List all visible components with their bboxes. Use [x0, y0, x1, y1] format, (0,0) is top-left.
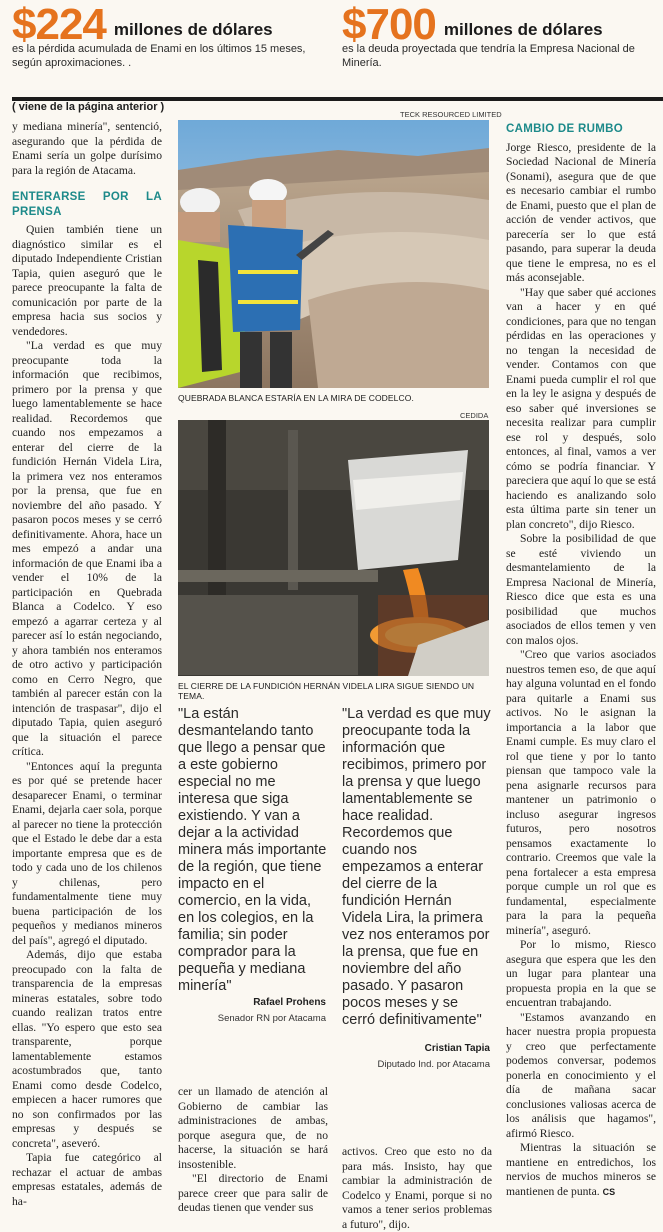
col4-p2: "Hay que saber qué acciones van a hacer y en qué condiciones, para que no tengan pérdidas en las operaciones y no tengan la necesidad de vender. Contamos con que Enami pueda cumplir el rol que en la ley le asigna y después de eso saber qué inversiones se necesita realizar para cumplir ese rol y después, solo entonces, al final, vamos a ver cómo se podría financiar. Y pareciera que aquí lo que se está haciendo es analizando solo esta última parte sin tener un plan concreto", dijo Riesco.	[506, 285, 656, 531]
stat-debt-desc: es la deuda proyectada que tendría la Empresa Nacional de Minería.	[342, 43, 635, 69]
quote-tapia	[342, 706, 492, 1029]
photo-quebrada-blanca	[178, 120, 489, 388]
photo1-credit: TECK RESOURCED LIMITED	[400, 110, 502, 119]
col1-p5: Tapia fue categórico al rechazar el actuar de ambas empresas estatales, además de ha-	[12, 1151, 162, 1208]
col1-p3: "Entonces aquí la pregunta es por qué se pretende hacer desaparecer Enami, o terminar Enami, dejarla caer sola, porque al parecer no tiene la protección que el Estado le debe dar a esta importante empresa que es de todo y cada uno de los chilenos y chilenas, pero fundamentalmente tiene muy buena participación de los pequeños y medianos mineros del país", agregó el diputado.	[12, 759, 162, 947]
stat-loss-desc: es la pérdida acumulada de Enami en los últimos 15 meses, según aproximaciones. .	[12, 43, 306, 69]
col4-p1: Jorge Riesco, presidente de la Sociedad Nacional de Minería (Sonami), asegura que de que es necesario cambiar el rumbo de Enami, puesto que el plan de acción de vender activos, que parecería ser lo que está pasando, para superar la deuda que tiene le empresa, no es el más aconsejable.	[506, 140, 656, 284]
quote-prohens-text: "La están desmantelando tanto que llego a pensar que a este gobierno especial no me interesa que siga existiendo. Y van a dejar a la actividad minera más importante de la región, que tiene impacto en el comercio, en la vida, en los colegios, en la familia; sin poder comprador para la pequeña y mediana minería"	[178, 706, 327, 994]
quote-tapia-name: Cristian Tapia	[424, 1043, 490, 1054]
col4-p4: "Creo que varios asociados nuestros temen eso, de que aquí hay alguna voluntad en el fondo para quitarle a Enami sus activos. No le asignan la importancia a la labor que Enami cumple. Es muy claro el rol que tiene y por lo tanto piensan que tampoco vale la pena asignarle recursos para mantener un patrimonio o incluso asegurar ingresos futuros, pero nosotros pensamos exactamente lo contrario. Creemos que vale la pena fortalecer a esta empresa porque cumple un rol que es fundamental, especialmente para la para la pequeña minería", aseguró.	[506, 648, 656, 937]
end-mark: CS	[602, 1186, 616, 1197]
col4-p7-text: Mientras la situación se mantiene en entredichos, los nervios de muchos mineros se mantienen de punta.	[506, 1141, 656, 1198]
col2-p2: "El directorio de Enami parece creer que para salir de deudas tienen que vender sus	[178, 1172, 328, 1214]
column-2	[178, 1085, 328, 1214]
quote-tapia-role: Diputado Ind. por Atacama	[377, 1059, 490, 1070]
stat-debt-unit: millones de dólares	[443, 20, 603, 39]
photo2-credit: CEDIDA	[460, 411, 489, 420]
col1-subhead: ENTERARSE POR LA PRENSA	[12, 191, 162, 218]
photo2-caption: EL CIERRE DE LA FUNDICIÓN HERNÁN VIDELA LIRA SIGUE SIENDO UN TEMA.	[178, 681, 475, 701]
stat-loss	[12, 2, 332, 70]
col4-p3: Sobre la posibilidad de que se esté viviendo un desmantelamiento de la Empresa Nacional de Minería, Riesco dice que esta es una posibilidad que muchos asociados de ellos temen y ven con malos ojos.	[506, 532, 656, 647]
quote-prohens-role: Senador RN por Atacama	[217, 1013, 326, 1024]
column-3	[342, 1145, 492, 1231]
col1-p4: Además, dijo que estaba preocupado con la falta de transparencia de la empresas mineras estatales, sobre todo cuando realizan tratos entre ellas. "Yo espero que esto sea transparente, porque lamentablemente estamos acostumbrados que, tanto Enami como desde Codelco, empiecen a hacer rumores que no son confirmados por las empresas y después se concreta", aseveró.	[12, 948, 162, 1150]
col2-p1: cer un llamado de atención al Gobierno de cambiar las administraciones de ambas, porque asegura que, de no hacerse, la situación se hará insostenible.	[178, 1085, 328, 1171]
column-1	[12, 120, 162, 1210]
quote-tapia-text: "La verdad es que muy preocupante toda la información que recibimos, primero por la prensa y que luego lamentablemente se hace realidad. Recordemos que cuando nos empezamos a enterar del cierre de la fundición Hernán Videla Lira, la primera vez nos enteramos por la prensa, que fue en noviembre del año pasado. Y pasaron pocos meses y se cerró definitivamente"	[342, 706, 491, 1028]
col1-p0: y mediana minería", sentenció, asegurando que la pérdida de Enami sería un golpe durísimo para la región de Atacama.	[12, 120, 162, 177]
stat-loss-unit: millones de dólares	[113, 20, 273, 39]
mine-workers-image	[178, 120, 489, 388]
quote-prohens-name: Rafael Prohens	[253, 997, 326, 1008]
smelter-image	[178, 420, 489, 676]
col3-p1: activos. Creo que esto no da para más. Insisto, hay que cambiar la administración de Codelco y Enami, porque si no vamos a tener serios problemas a futuro", dijo.	[342, 1145, 492, 1231]
stat-loss-value: $224	[12, 0, 106, 49]
col4-subhead: CAMBIO DE RUMBO	[506, 123, 623, 135]
quote-prohens	[178, 706, 328, 995]
photo1-caption: QUEBRADA BLANCA ESTARÍA EN LA MIRA DE CODELCO.	[178, 393, 414, 403]
col4-p6: "Estamos avanzando en hacer nuestra propia propuesta y creo que perfectamente podemos conversar, podemos ponerla en conocimiento y el día de mañana sacar conclusiones valiosas acerca de los análisis que hagamos", afirmó Riesco.	[506, 1010, 656, 1140]
photo-fundicion	[178, 420, 489, 676]
col4-p5: Por lo mismo, Riesco asegura que espera que les den un lugar para plantear una propuesta propia en la que se encuentran trabajando.	[506, 938, 656, 1009]
col1-p1: Quien también tiene un diagnóstico similar es el diputado Independiente Cristian Tapia, quien aseguró que le parece preocupante la falta de comunicación por parte de la empresa hacia sus socios y vendedores.	[12, 223, 162, 338]
column-4	[506, 112, 656, 1210]
stat-debt	[342, 2, 647, 70]
col4-p7	[506, 1141, 656, 1199]
continued-label: ( viene de la página anterior )	[12, 101, 165, 113]
stat-debt-value: $700	[342, 0, 436, 49]
col1-p2: "La verdad es que muy preocupante toda la información que recibimos, primero por la prensa y que luego lamentablemente se hace realidad. Recordemos que cuando nos empezamos a enterar del cierre de la fundición Hernán Videla Lira, la primera vez nos enteramos por la prensa, que fue en noviembre del año pasado. Y pasaron pocos meses y se cerró definitivamente. Ahora, hace un mes empezó a andar una información de que Enami iba a vender el 10% de la participación en Quebrada Blanca a Codelco. Y eso empezó a agarrar certeza y al parecer así lo están negociando, y ahora también nos enteramos de otro activo y participación como en Cerro Negro, que también al parecer están con la intención de traspasar", dijo el diputado Tapia, quien aseguró que la situación el parece crítica.	[12, 339, 162, 758]
